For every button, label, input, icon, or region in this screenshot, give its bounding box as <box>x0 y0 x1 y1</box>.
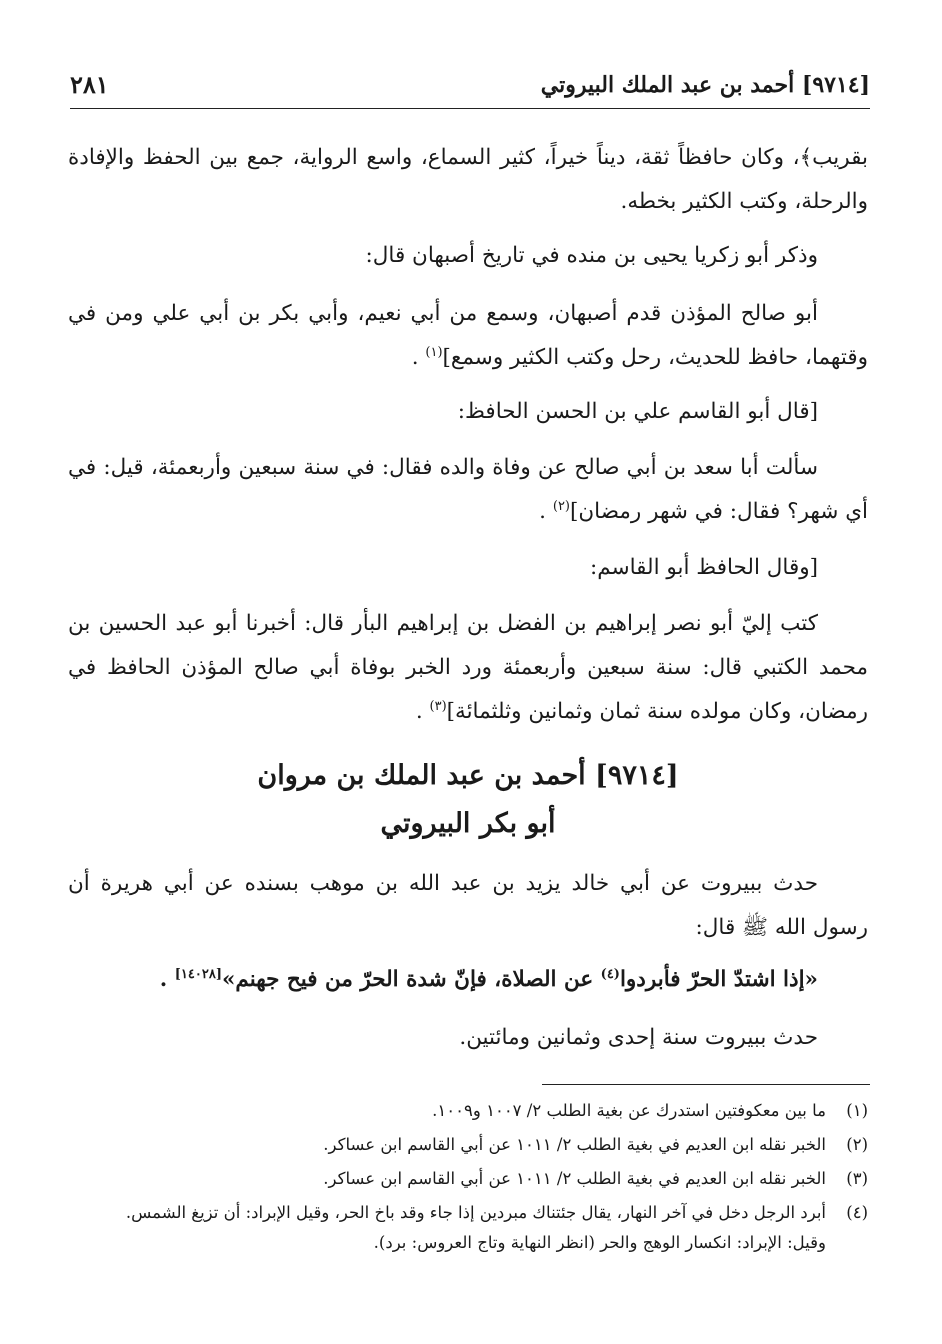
paragraph-4-block <box>68 390 868 434</box>
footnote-ref-1[interactable]: (١) <box>425 344 443 360</box>
paragraph-5 <box>68 446 868 534</box>
paragraph-7 <box>68 602 868 734</box>
footnote-separator <box>542 1084 870 1085</box>
hadith-end: . <box>159 967 168 992</box>
footnotes <box>68 1094 868 1256</box>
paragraph-3 <box>68 292 868 380</box>
running-title: [٩٧١٤] أحمد بن عبد الملك البيروتي <box>540 72 870 98</box>
paragraph-1-block <box>68 136 868 224</box>
footnote-2 <box>68 1128 868 1162</box>
paragraph-7-end: . <box>415 699 423 724</box>
paragraph-3-end: . <box>411 345 419 370</box>
entry-title-line-2: أبو بكر البيروتي <box>380 808 556 839</box>
footnote-number: (٤) <box>846 1203 868 1222</box>
footnote-ref-3[interactable]: (٣) <box>429 698 447 714</box>
paragraph-1: بقريب﴾، وكان حافظاً ثقة، ديناً خيراً، كثير السماع، واسع الرواية، جمع بين الحفظ والإفادة والرحلة، وكتب الكثير بخطه. <box>68 145 868 214</box>
footnote-text: الخبر نقله ابن العديم في بغية الطلب ٢/ ١٠١١ عن أبي القاسم ابن عساكر. <box>323 1169 826 1188</box>
hadith-part-a: «إذا اشتدّ الحرّ فأبردوا <box>619 967 818 992</box>
entry-paragraph-2-block <box>68 1016 868 1060</box>
footnote-4-continuation: وقيل: الإبراد: انكسار الوهج والحر (انظر النهاية وتاج العروس: برد). <box>373 1233 826 1252</box>
entry-paragraph-1: حدث ببيروت عن أبي خالد يزيد بن عبد الله بن موهب بسنده عن أبي هريرة أن رسول الله ﷺ قال: <box>68 871 868 940</box>
paragraph-3-text: أبو صالح المؤذن قدم أصبهان، وسمع من أبي نعيم، وأبي بكر بن أبي علي ومن في وقتهما، حافظ للحديث، رحل وكتب الكثير وسمع] <box>68 301 868 370</box>
footnote-text: أبرد الرجل دخل في آخر النهار، يقال جئتناك مبردين إذا جاء وقد باخ الحر، وقيل الإبراد: أن تزيغ الشمس. <box>125 1203 826 1222</box>
hadith-number: [١٤٠٢٨] <box>174 966 222 982</box>
hadith-block <box>68 958 868 1002</box>
paragraph-5-text: سألت أبا سعد بن أبي صالح عن وفاة والده فقال: في سنة سبعين وأربعمئة، قيل: في أي شهر؟ فقال: في شهر رمضان] <box>68 455 868 524</box>
paragraph-7-block <box>68 602 868 734</box>
paragraph-2: وذكر أبو زكريا يحيى بن منده في تاريخ أصبهان قال: <box>365 243 818 268</box>
entry-paragraph-1-block <box>68 862 868 950</box>
footnote-1 <box>68 1094 868 1128</box>
paragraph-5-block <box>68 446 868 534</box>
footnote-number: (٢) <box>846 1135 868 1154</box>
paragraph-2-block <box>68 234 868 278</box>
footnote-number: (٣) <box>846 1169 868 1188</box>
paragraph-7-text: كتب إليّ أبو نصر إبراهيم بن الفضل بن إبراهيم البأر قال: أخبرنا أبو عبد الحسين بن محمد الكتبي قال: سنة سبعين وأربعمئة ورد الخبر بوفاة أبي صالح المؤذن الحافظ في رمضان، وكان مولده سنة ثمان وثمانين وثلثمائة] <box>68 611 868 724</box>
hadith-part-b: عن الصلاة، فإنّ شدة الحرّ من فيح جهنم» <box>221 967 601 992</box>
paragraph-4: [قال أبو القاسم علي بن الحسن الحافظ: <box>457 399 818 424</box>
entry-paragraph-2: حدث ببيروت سنة إحدى وثمانين ومائتين. <box>459 1025 818 1050</box>
hadith-text <box>68 958 868 1002</box>
footnote-number: (١) <box>846 1101 868 1120</box>
footnote-ref-4[interactable]: (٤) <box>600 966 620 982</box>
footnote-ref-2[interactable]: (٢) <box>552 498 570 514</box>
page-number: ٢٨١ <box>70 70 109 99</box>
paragraph-5-end: . <box>539 499 547 524</box>
header-rule <box>70 108 870 109</box>
paragraph-6-block <box>68 546 868 590</box>
entry-heading <box>68 752 868 848</box>
paragraph-3-block <box>68 292 868 380</box>
footnote-4 <box>68 1196 868 1230</box>
entry-title-line-1: [٩٧١٤] أحمد بن عبد الملك بن مروان <box>257 760 679 791</box>
footnote-text: الخبر نقله ابن العديم في بغية الطلب ٢/ ١٠١١ عن أبي القاسم ابن عساكر. <box>323 1135 826 1154</box>
footnote-text: ما بين معكوفتين استدرك عن بغية الطلب ٢/ ١٠٠٧ و١٠٠٩. <box>432 1101 826 1120</box>
running-header <box>70 68 870 108</box>
footnote-3 <box>68 1162 868 1196</box>
paragraph-6: [وقال الحافظ أبو القاسم: <box>590 555 818 580</box>
